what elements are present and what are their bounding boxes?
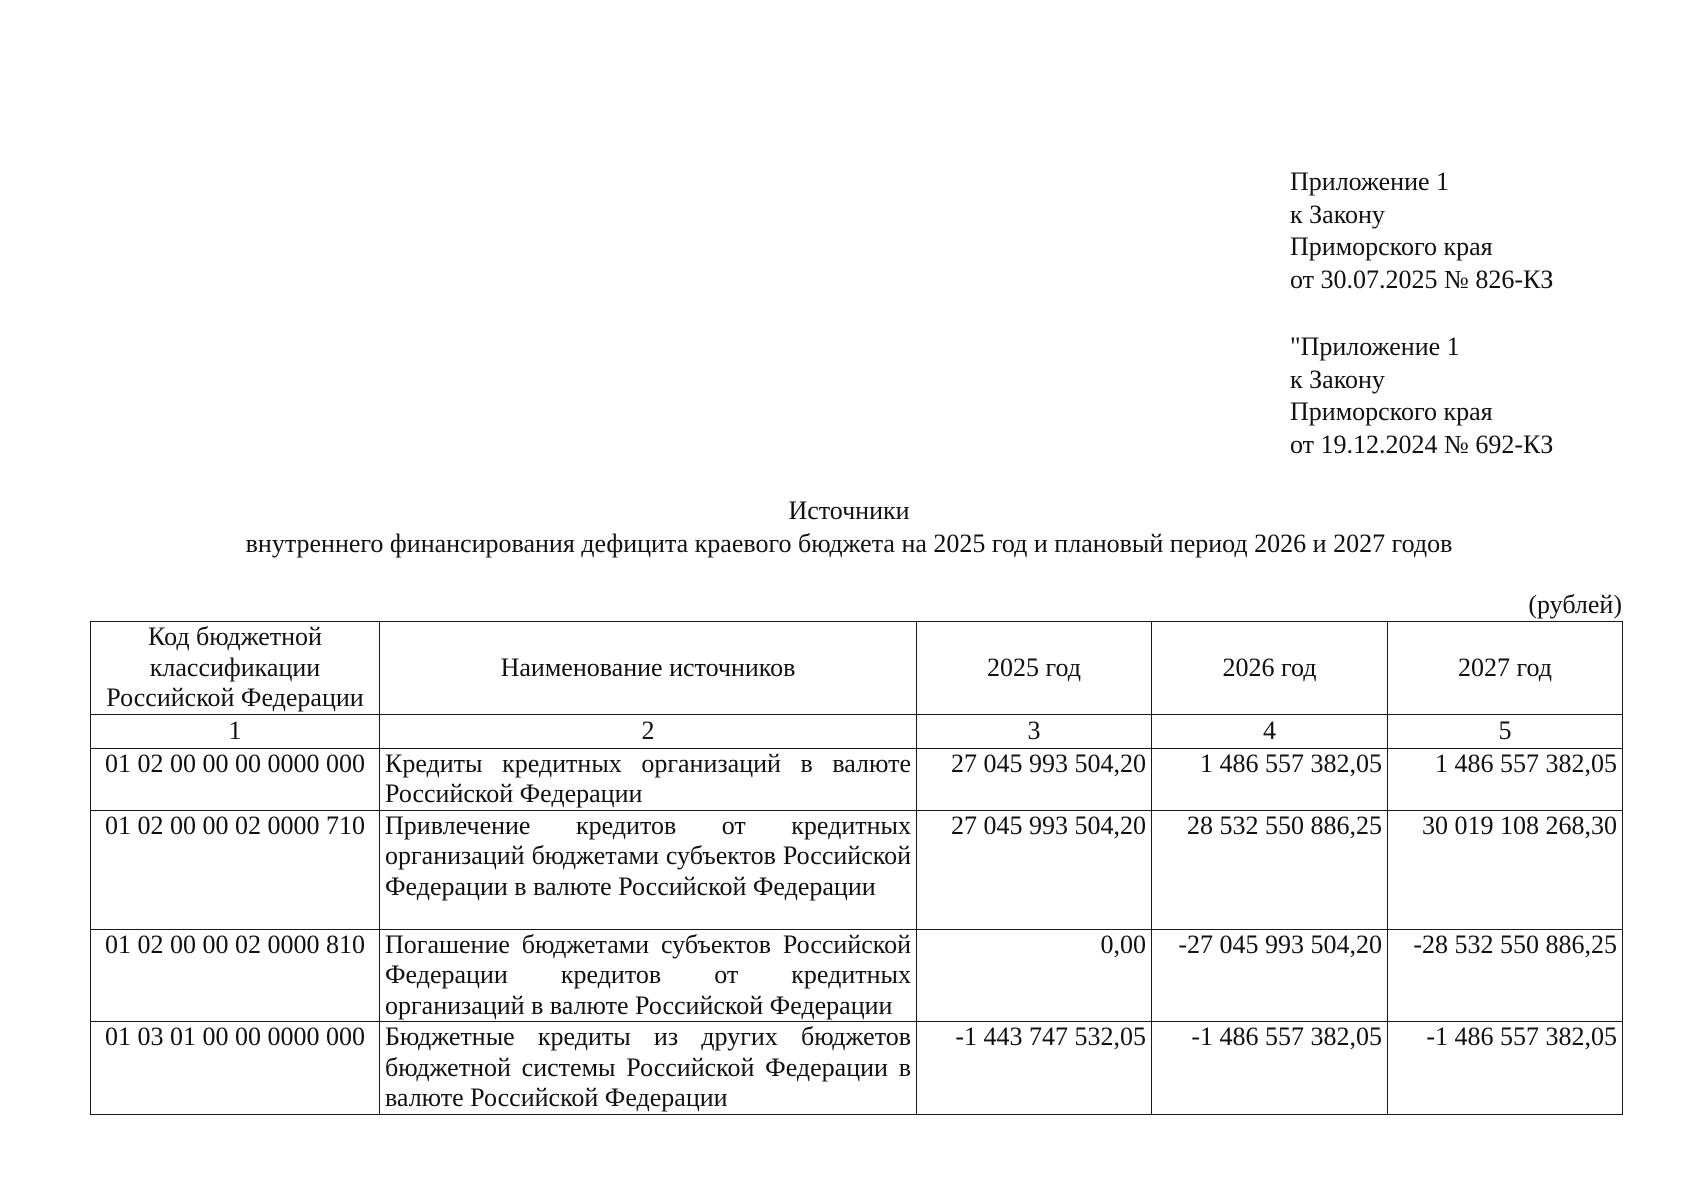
row-amount-2027: 30 019 108 268,30	[1388, 810, 1623, 929]
appendix-original-law	[1290, 331, 1670, 461]
row-name: Кредиты кредитных организаций в валюте Российской Федерации	[380, 748, 917, 810]
row-code: 01 02 00 00 02 0000 810	[91, 929, 380, 1022]
document-heading	[0, 494, 1698, 560]
appendix-law-ref: к Закону	[1290, 364, 1385, 394]
appendix-label: "Приложение 1	[1290, 332, 1460, 361]
appendix-law-date-number: от 19.12.2024 № 692-КЗ	[1290, 429, 1554, 459]
appendix-label: Приложение 1	[1290, 167, 1450, 196]
table-header-row	[91, 622, 1623, 715]
row-amount-2025: -1 443 747 532,05	[917, 1022, 1152, 1115]
column-number-row	[91, 714, 1623, 748]
appendix-current-law	[1290, 166, 1670, 296]
row-amount-2026: 28 532 550 886,25	[1152, 810, 1388, 929]
row-name: Погашение бюджетами субъектов Российской Федерации кредитов от кредитных организаций в валюте Российской Федерации	[380, 929, 917, 1022]
appendix-region: Приморского края	[1290, 232, 1493, 261]
row-code: 01 03 01 00 00 0000 000	[91, 1022, 380, 1115]
units-label: (рублей)	[1528, 590, 1622, 619]
row-amount-2027: 1 486 557 382,05	[1388, 748, 1623, 810]
row-amount-2025: 27 045 993 504,20	[917, 810, 1152, 929]
table-row	[91, 810, 1623, 929]
row-name: Бюджетные кредиты из других бюджетов бюджетной системы Российской Федерации в валюте Российской Федерации	[380, 1022, 917, 1115]
table-row	[91, 929, 1623, 1022]
row-amount-2026: -1 486 557 382,05	[1152, 1022, 1388, 1115]
table-row	[91, 1022, 1623, 1115]
document-subtitle: внутреннего финансирования дефицита краевого бюджета на 2025 год и плановый период 2026 и 2027 годов	[245, 529, 1453, 558]
budget-sources-table	[90, 621, 1623, 1115]
row-amount-2025: 0,00	[917, 929, 1152, 1022]
header-2027: 2027 год	[1388, 622, 1623, 715]
header-2026: 2026 год	[1152, 622, 1388, 715]
row-code: 01 02 00 00 02 0000 710	[91, 810, 380, 929]
header-2025: 2025 год	[917, 622, 1152, 715]
header-code: Код бюджетной классификации Российской Федерации	[91, 622, 380, 715]
row-amount-2025: 27 045 993 504,20	[917, 748, 1152, 810]
appendix-region: Приморского края	[1290, 397, 1493, 426]
table-row	[91, 748, 1623, 810]
appendix-law-ref: к Закону	[1290, 199, 1385, 229]
appendix-law-date-number: от 30.07.2025 № 826-КЗ	[1290, 264, 1554, 294]
row-amount-2026: -27 045 993 504,20	[1152, 929, 1388, 1022]
column-number: 5	[1388, 714, 1623, 748]
row-amount-2027: -1 486 557 382,05	[1388, 1022, 1623, 1115]
row-amount-2026: 1 486 557 382,05	[1152, 748, 1388, 810]
column-number: 4	[1152, 714, 1388, 748]
row-name: Привлечение кредитов от кредитных организаций бюджетами субъектов Российской Федерации в валюте Российской Федерации	[380, 810, 917, 929]
document-title: Источники	[788, 496, 910, 525]
column-number: 1	[91, 714, 380, 748]
row-code: 01 02 00 00 00 0000 000	[91, 748, 380, 810]
column-number: 3	[917, 714, 1152, 748]
header-name: Наименование источников	[380, 622, 917, 715]
row-amount-2027: -28 532 550 886,25	[1388, 929, 1623, 1022]
column-number: 2	[380, 714, 917, 748]
